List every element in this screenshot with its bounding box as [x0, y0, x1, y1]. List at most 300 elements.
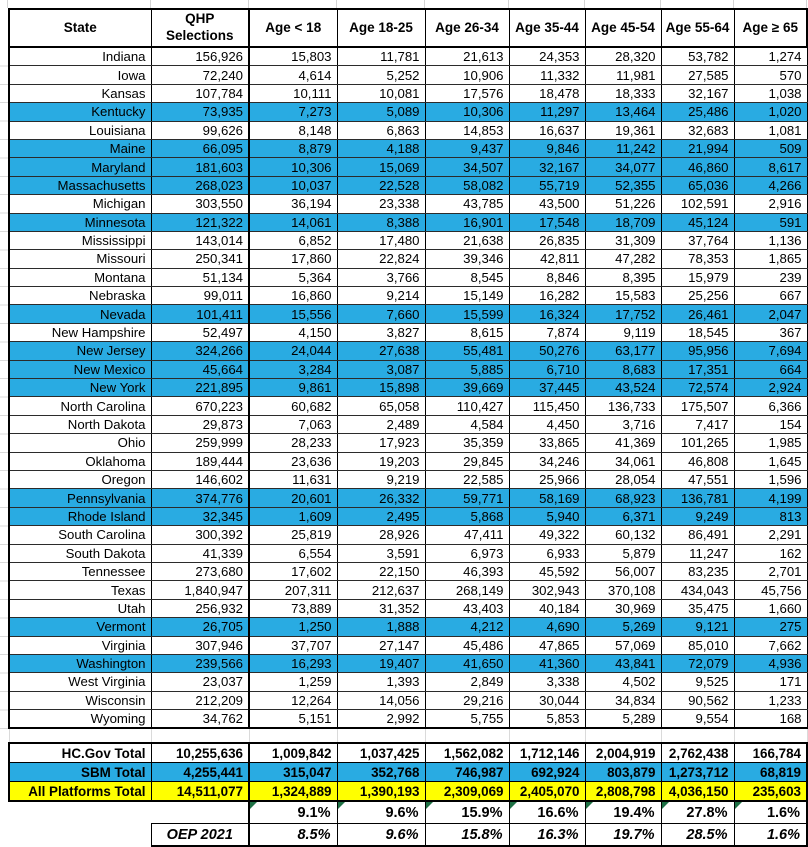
value-cell[interactable]: 8,395	[585, 268, 661, 286]
column-header-age-under-18[interactable]: Age < 18	[249, 9, 337, 47]
total-value-cell[interactable]: 4,255,441	[151, 763, 249, 782]
state-cell[interactable]: Rhode Island	[9, 507, 151, 525]
total-value-cell[interactable]: 803,879	[585, 763, 661, 782]
value-cell[interactable]: 4,188	[337, 139, 425, 157]
value-cell[interactable]: 1,609	[249, 507, 337, 525]
value-cell[interactable]: 221,895	[151, 379, 249, 397]
value-cell[interactable]: 1,233	[734, 691, 807, 709]
value-cell[interactable]: 268,023	[151, 176, 249, 194]
state-cell[interactable]: Maine	[9, 139, 151, 157]
value-cell[interactable]: 46,393	[425, 562, 509, 580]
value-cell[interactable]: 19,361	[585, 121, 661, 139]
value-cell[interactable]: 27,585	[661, 66, 734, 84]
value-cell[interactable]: 43,403	[425, 599, 509, 617]
value-cell[interactable]: 212,209	[151, 691, 249, 709]
value-cell[interactable]: 57,069	[585, 636, 661, 654]
value-cell[interactable]: 1,136	[734, 231, 807, 249]
value-cell[interactable]: 256,932	[151, 599, 249, 617]
state-cell[interactable]: Nebraska	[9, 287, 151, 305]
value-cell[interactable]: 7,662	[734, 636, 807, 654]
value-cell[interactable]: 4,936	[734, 654, 807, 672]
value-cell[interactable]: 65,058	[337, 397, 425, 415]
percent-cell[interactable]: 1.6%	[734, 824, 807, 847]
value-cell[interactable]: 27,147	[337, 636, 425, 654]
value-cell[interactable]: 34,077	[585, 158, 661, 176]
percent-cell[interactable]: 9.1%	[249, 801, 337, 824]
value-cell[interactable]: 65,036	[661, 176, 734, 194]
value-cell[interactable]: 41,339	[151, 544, 249, 562]
value-cell[interactable]: 28,320	[585, 47, 661, 66]
value-cell[interactable]: 2,495	[337, 507, 425, 525]
value-cell[interactable]: 434,043	[661, 581, 734, 599]
value-cell[interactable]: 10,111	[249, 84, 337, 102]
value-cell[interactable]: 3,087	[337, 360, 425, 378]
value-cell[interactable]: 9,846	[509, 139, 585, 157]
value-cell[interactable]: 83,235	[661, 562, 734, 580]
total-value-cell[interactable]: 2,004,919	[585, 743, 661, 763]
value-cell[interactable]: 115,450	[509, 397, 585, 415]
state-cell[interactable]: Wyoming	[9, 710, 151, 729]
value-cell[interactable]: 14,056	[337, 691, 425, 709]
value-cell[interactable]: 509	[734, 139, 807, 157]
value-cell[interactable]: 300,392	[151, 526, 249, 544]
value-cell[interactable]: 9,219	[337, 470, 425, 488]
value-cell[interactable]: 72,574	[661, 379, 734, 397]
value-cell[interactable]: 11,247	[661, 544, 734, 562]
percent-cell[interactable]: 19.4%	[585, 801, 661, 824]
value-cell[interactable]: 10,037	[249, 176, 337, 194]
value-cell[interactable]: 16,637	[509, 121, 585, 139]
column-header-qhp-selections[interactable]: QHP Selections	[151, 9, 249, 47]
value-cell[interactable]: 56,007	[585, 562, 661, 580]
value-cell[interactable]: 30,969	[585, 599, 661, 617]
percent-cell[interactable]: 19.7%	[585, 824, 661, 847]
total-value-cell[interactable]: 2,309,069	[425, 782, 509, 802]
value-cell[interactable]: 1,274	[734, 47, 807, 66]
percent-cell[interactable]: 16.6%	[509, 801, 585, 824]
value-cell[interactable]: 32,345	[151, 507, 249, 525]
value-cell[interactable]: 1,865	[734, 250, 807, 268]
value-cell[interactable]: 6,371	[585, 507, 661, 525]
value-cell[interactable]: 60,132	[585, 526, 661, 544]
value-cell[interactable]: 30,044	[509, 691, 585, 709]
value-cell[interactable]: 21,638	[425, 231, 509, 249]
value-cell[interactable]: 25,486	[661, 103, 734, 121]
value-cell[interactable]: 4,690	[509, 618, 585, 636]
value-cell[interactable]: 23,037	[151, 673, 249, 691]
value-cell[interactable]: 9,437	[425, 139, 509, 157]
value-cell[interactable]: 35,359	[425, 434, 509, 452]
value-cell[interactable]: 268,149	[425, 581, 509, 599]
value-cell[interactable]: 1,596	[734, 470, 807, 488]
value-cell[interactable]: 10,306	[425, 103, 509, 121]
value-cell[interactable]: 34,507	[425, 158, 509, 176]
percent-cell[interactable]: 1.6%	[734, 801, 807, 824]
value-cell[interactable]: 250,341	[151, 250, 249, 268]
value-cell[interactable]: 664	[734, 360, 807, 378]
total-value-cell[interactable]: 2,762,438	[661, 743, 734, 763]
value-cell[interactable]: 25,819	[249, 526, 337, 544]
value-cell[interactable]: 52,355	[585, 176, 661, 194]
value-cell[interactable]: 110,427	[425, 397, 509, 415]
value-cell[interactable]: 28,233	[249, 434, 337, 452]
value-cell[interactable]: 6,863	[337, 121, 425, 139]
value-cell[interactable]: 2,291	[734, 526, 807, 544]
percent-cell[interactable]: 9.6%	[337, 824, 425, 847]
value-cell[interactable]: 370,108	[585, 581, 661, 599]
value-cell[interactable]: 39,346	[425, 250, 509, 268]
value-cell[interactable]: 23,338	[337, 195, 425, 213]
value-cell[interactable]: 18,545	[661, 323, 734, 341]
value-cell[interactable]: 24,044	[249, 342, 337, 360]
value-cell[interactable]: 5,755	[425, 710, 509, 729]
value-cell[interactable]: 17,480	[337, 231, 425, 249]
value-cell[interactable]: 8,615	[425, 323, 509, 341]
state-cell[interactable]: Washington	[9, 654, 151, 672]
state-cell[interactable]: Louisiana	[9, 121, 151, 139]
value-cell[interactable]: 4,212	[425, 618, 509, 636]
value-cell[interactable]: 41,650	[425, 654, 509, 672]
value-cell[interactable]: 15,583	[585, 287, 661, 305]
state-cell[interactable]: North Carolina	[9, 397, 151, 415]
value-cell[interactable]: 99,011	[151, 287, 249, 305]
percent-cell[interactable]: 9.6%	[337, 801, 425, 824]
value-cell[interactable]: 1,660	[734, 599, 807, 617]
value-cell[interactable]: 58,169	[509, 489, 585, 507]
value-cell[interactable]: 50,276	[509, 342, 585, 360]
value-cell[interactable]: 17,860	[249, 250, 337, 268]
state-cell[interactable]: New Jersey	[9, 342, 151, 360]
state-cell[interactable]: Montana	[9, 268, 151, 286]
value-cell[interactable]: 11,297	[509, 103, 585, 121]
value-cell[interactable]: 6,554	[249, 544, 337, 562]
value-cell[interactable]: 32,683	[661, 121, 734, 139]
column-header-age-35-44[interactable]: Age 35-44	[509, 9, 585, 47]
value-cell[interactable]: 4,502	[585, 673, 661, 691]
value-cell[interactable]: 324,266	[151, 342, 249, 360]
value-cell[interactable]: 43,841	[585, 654, 661, 672]
value-cell[interactable]: 78,353	[661, 250, 734, 268]
value-cell[interactable]: 33,865	[509, 434, 585, 452]
value-cell[interactable]: 162	[734, 544, 807, 562]
value-cell[interactable]: 4,266	[734, 176, 807, 194]
state-cell[interactable]: Minnesota	[9, 213, 151, 231]
value-cell[interactable]: 5,885	[425, 360, 509, 378]
value-cell[interactable]: 16,293	[249, 654, 337, 672]
state-cell[interactable]: Wisconsin	[9, 691, 151, 709]
value-cell[interactable]: 143,014	[151, 231, 249, 249]
value-cell[interactable]: 25,256	[661, 287, 734, 305]
value-cell[interactable]: 86,491	[661, 526, 734, 544]
value-cell[interactable]: 374,776	[151, 489, 249, 507]
value-cell[interactable]: 7,273	[249, 103, 337, 121]
state-cell[interactable]: South Dakota	[9, 544, 151, 562]
value-cell[interactable]: 11,242	[585, 139, 661, 157]
value-cell[interactable]: 43,500	[509, 195, 585, 213]
total-value-cell[interactable]: 1,324,889	[249, 782, 337, 802]
state-cell[interactable]: New Mexico	[9, 360, 151, 378]
total-label-cell[interactable]: All Platforms Total	[9, 782, 151, 802]
value-cell[interactable]: 17,602	[249, 562, 337, 580]
total-value-cell[interactable]: 4,036,150	[661, 782, 734, 802]
value-cell[interactable]: 8,846	[509, 268, 585, 286]
value-cell[interactable]: 26,332	[337, 489, 425, 507]
value-cell[interactable]: 10,081	[337, 84, 425, 102]
value-cell[interactable]: 26,705	[151, 618, 249, 636]
total-value-cell[interactable]: 692,924	[509, 763, 585, 782]
value-cell[interactable]: 273,680	[151, 562, 249, 580]
value-cell[interactable]: 6,366	[734, 397, 807, 415]
value-cell[interactable]: 9,119	[585, 323, 661, 341]
total-value-cell[interactable]: 68,819	[734, 763, 807, 782]
value-cell[interactable]: 45,756	[734, 581, 807, 599]
state-cell[interactable]: Maryland	[9, 158, 151, 176]
state-cell[interactable]: Michigan	[9, 195, 151, 213]
column-header-age-18-25[interactable]: Age 18-25	[337, 9, 425, 47]
value-cell[interactable]: 47,865	[509, 636, 585, 654]
value-cell[interactable]: 59,771	[425, 489, 509, 507]
value-cell[interactable]: 667	[734, 287, 807, 305]
value-cell[interactable]: 20,601	[249, 489, 337, 507]
value-cell[interactable]: 8,879	[249, 139, 337, 157]
state-cell[interactable]: Mississippi	[9, 231, 151, 249]
value-cell[interactable]: 15,803	[249, 47, 337, 66]
value-cell[interactable]: 55,719	[509, 176, 585, 194]
value-cell[interactable]: 34,246	[509, 452, 585, 470]
value-cell[interactable]: 7,660	[337, 305, 425, 323]
value-cell[interactable]: 46,808	[661, 452, 734, 470]
value-cell[interactable]: 27,638	[337, 342, 425, 360]
value-cell[interactable]: 73,889	[249, 599, 337, 617]
value-cell[interactable]: 302,943	[509, 581, 585, 599]
value-cell[interactable]: 17,923	[337, 434, 425, 452]
state-cell[interactable]: West Virginia	[9, 673, 151, 691]
value-cell[interactable]: 90,562	[661, 691, 734, 709]
value-cell[interactable]: 10,906	[425, 66, 509, 84]
value-cell[interactable]: 37,445	[509, 379, 585, 397]
value-cell[interactable]: 8,388	[337, 213, 425, 231]
value-cell[interactable]: 11,332	[509, 66, 585, 84]
value-cell[interactable]: 102,591	[661, 195, 734, 213]
value-cell[interactable]: 43,524	[585, 379, 661, 397]
value-cell[interactable]: 6,710	[509, 360, 585, 378]
value-cell[interactable]: 1,038	[734, 84, 807, 102]
value-cell[interactable]: 85,010	[661, 636, 734, 654]
percent-cell[interactable]: 8.5%	[249, 824, 337, 847]
value-cell[interactable]: 31,309	[585, 231, 661, 249]
value-cell[interactable]: 9,861	[249, 379, 337, 397]
value-cell[interactable]: 1,259	[249, 673, 337, 691]
value-cell[interactable]: 21,994	[661, 139, 734, 157]
value-cell[interactable]: 34,061	[585, 452, 661, 470]
value-cell[interactable]: 49,322	[509, 526, 585, 544]
value-cell[interactable]: 63,177	[585, 342, 661, 360]
value-cell[interactable]: 5,269	[585, 618, 661, 636]
value-cell[interactable]: 25,966	[509, 470, 585, 488]
value-cell[interactable]: 9,525	[661, 673, 734, 691]
value-cell[interactable]: 239	[734, 268, 807, 286]
value-cell[interactable]: 1,645	[734, 452, 807, 470]
value-cell[interactable]: 4,584	[425, 415, 509, 433]
state-cell[interactable]: Iowa	[9, 66, 151, 84]
column-header-age-55-64[interactable]: Age 55-64	[661, 9, 734, 47]
value-cell[interactable]: 4,450	[509, 415, 585, 433]
value-cell[interactable]: 66,095	[151, 139, 249, 157]
state-cell[interactable]: Nevada	[9, 305, 151, 323]
value-cell[interactable]: 34,762	[151, 710, 249, 729]
value-cell[interactable]: 1,250	[249, 618, 337, 636]
percent-cell[interactable]: 27.8%	[661, 801, 734, 824]
column-header-age-26-34[interactable]: Age 26-34	[425, 9, 509, 47]
value-cell[interactable]: 43,785	[425, 195, 509, 213]
value-cell[interactable]: 15,556	[249, 305, 337, 323]
value-cell[interactable]: 9,121	[661, 618, 734, 636]
state-cell[interactable]: Pennsylvania	[9, 489, 151, 507]
value-cell[interactable]: 107,784	[151, 84, 249, 102]
total-label-cell[interactable]: HC.Gov Total	[9, 743, 151, 763]
value-cell[interactable]: 35,475	[661, 599, 734, 617]
total-value-cell[interactable]: 166,784	[734, 743, 807, 763]
value-cell[interactable]: 5,853	[509, 710, 585, 729]
value-cell[interactable]: 51,134	[151, 268, 249, 286]
value-cell[interactable]: 136,781	[661, 489, 734, 507]
value-cell[interactable]: 670,223	[151, 397, 249, 415]
value-cell[interactable]: 14,061	[249, 213, 337, 231]
total-value-cell[interactable]: 235,603	[734, 782, 807, 802]
value-cell[interactable]: 58,082	[425, 176, 509, 194]
value-cell[interactable]: 6,973	[425, 544, 509, 562]
value-cell[interactable]: 8,683	[585, 360, 661, 378]
state-cell[interactable]: Oregon	[9, 470, 151, 488]
value-cell[interactable]: 60,682	[249, 397, 337, 415]
total-value-cell[interactable]: 14,511,077	[151, 782, 249, 802]
percent-cell[interactable]: 28.5%	[661, 824, 734, 847]
state-cell[interactable]: Virginia	[9, 636, 151, 654]
state-cell[interactable]: Massachusetts	[9, 176, 151, 194]
value-cell[interactable]: 26,461	[661, 305, 734, 323]
value-cell[interactable]: 9,249	[661, 507, 734, 525]
value-cell[interactable]: 2,047	[734, 305, 807, 323]
value-cell[interactable]: 2,701	[734, 562, 807, 580]
value-cell[interactable]: 37,707	[249, 636, 337, 654]
value-cell[interactable]: 52,497	[151, 323, 249, 341]
value-cell[interactable]: 168	[734, 710, 807, 729]
value-cell[interactable]: 101,411	[151, 305, 249, 323]
value-cell[interactable]: 99,626	[151, 121, 249, 139]
value-cell[interactable]: 15,069	[337, 158, 425, 176]
value-cell[interactable]: 189,444	[151, 452, 249, 470]
total-value-cell[interactable]: 315,047	[249, 763, 337, 782]
value-cell[interactable]: 19,407	[337, 654, 425, 672]
value-cell[interactable]: 3,591	[337, 544, 425, 562]
state-cell[interactable]: Kentucky	[9, 103, 151, 121]
value-cell[interactable]: 3,716	[585, 415, 661, 433]
value-cell[interactable]: 8,545	[425, 268, 509, 286]
value-cell[interactable]: 1,020	[734, 103, 807, 121]
value-cell[interactable]: 39,669	[425, 379, 509, 397]
value-cell[interactable]: 8,148	[249, 121, 337, 139]
value-cell[interactable]: 45,664	[151, 360, 249, 378]
state-cell[interactable]: Indiana	[9, 47, 151, 66]
value-cell[interactable]: 2,924	[734, 379, 807, 397]
value-cell[interactable]: 34,834	[585, 691, 661, 709]
value-cell[interactable]: 19,203	[337, 452, 425, 470]
value-cell[interactable]: 591	[734, 213, 807, 231]
value-cell[interactable]: 207,311	[249, 581, 337, 599]
value-cell[interactable]: 45,486	[425, 636, 509, 654]
value-cell[interactable]: 15,149	[425, 287, 509, 305]
value-cell[interactable]: 154	[734, 415, 807, 433]
value-cell[interactable]: 11,631	[249, 470, 337, 488]
value-cell[interactable]: 175,507	[661, 397, 734, 415]
value-cell[interactable]: 1,985	[734, 434, 807, 452]
state-cell[interactable]: South Carolina	[9, 526, 151, 544]
value-cell[interactable]: 275	[734, 618, 807, 636]
percent-cell[interactable]: 16.3%	[509, 824, 585, 847]
value-cell[interactable]: 259,999	[151, 434, 249, 452]
value-cell[interactable]: 171	[734, 673, 807, 691]
value-cell[interactable]: 21,613	[425, 47, 509, 66]
value-cell[interactable]: 146,602	[151, 470, 249, 488]
value-cell[interactable]: 2,489	[337, 415, 425, 433]
total-label-cell[interactable]: SBM Total	[9, 763, 151, 782]
value-cell[interactable]: 3,284	[249, 360, 337, 378]
value-cell[interactable]: 212,637	[337, 581, 425, 599]
value-cell[interactable]: 2,992	[337, 710, 425, 729]
value-cell[interactable]: 6,852	[249, 231, 337, 249]
oep-2021-label[interactable]: OEP 2021	[151, 824, 249, 847]
value-cell[interactable]: 121,322	[151, 213, 249, 231]
percent-cell[interactable]: 15.9%	[425, 801, 509, 824]
value-cell[interactable]: 7,694	[734, 342, 807, 360]
state-cell[interactable]: Kansas	[9, 84, 151, 102]
value-cell[interactable]: 11,981	[585, 66, 661, 84]
value-cell[interactable]: 18,478	[509, 84, 585, 102]
value-cell[interactable]: 28,926	[337, 526, 425, 544]
value-cell[interactable]: 1,393	[337, 673, 425, 691]
value-cell[interactable]: 32,167	[661, 84, 734, 102]
value-cell[interactable]: 2,849	[425, 673, 509, 691]
value-cell[interactable]: 156,926	[151, 47, 249, 66]
state-cell[interactable]: North Dakota	[9, 415, 151, 433]
value-cell[interactable]: 26,835	[509, 231, 585, 249]
total-value-cell[interactable]: 1,390,193	[337, 782, 425, 802]
value-cell[interactable]: 45,124	[661, 213, 734, 231]
value-cell[interactable]: 23,636	[249, 452, 337, 470]
value-cell[interactable]: 570	[734, 66, 807, 84]
value-cell[interactable]: 22,528	[337, 176, 425, 194]
value-cell[interactable]: 15,979	[661, 268, 734, 286]
value-cell[interactable]: 24,353	[509, 47, 585, 66]
value-cell[interactable]: 46,860	[661, 158, 734, 176]
value-cell[interactable]: 5,151	[249, 710, 337, 729]
value-cell[interactable]: 1,081	[734, 121, 807, 139]
value-cell[interactable]: 3,338	[509, 673, 585, 691]
value-cell[interactable]: 5,364	[249, 268, 337, 286]
value-cell[interactable]: 40,184	[509, 599, 585, 617]
value-cell[interactable]: 10,306	[249, 158, 337, 176]
value-cell[interactable]: 41,360	[509, 654, 585, 672]
state-cell[interactable]: Missouri	[9, 250, 151, 268]
value-cell[interactable]: 9,214	[337, 287, 425, 305]
value-cell[interactable]: 22,585	[425, 470, 509, 488]
value-cell[interactable]: 95,956	[661, 342, 734, 360]
value-cell[interactable]: 55,481	[425, 342, 509, 360]
value-cell[interactable]: 47,411	[425, 526, 509, 544]
value-cell[interactable]: 5,868	[425, 507, 509, 525]
value-cell[interactable]: 3,827	[337, 323, 425, 341]
value-cell[interactable]: 72,079	[661, 654, 734, 672]
